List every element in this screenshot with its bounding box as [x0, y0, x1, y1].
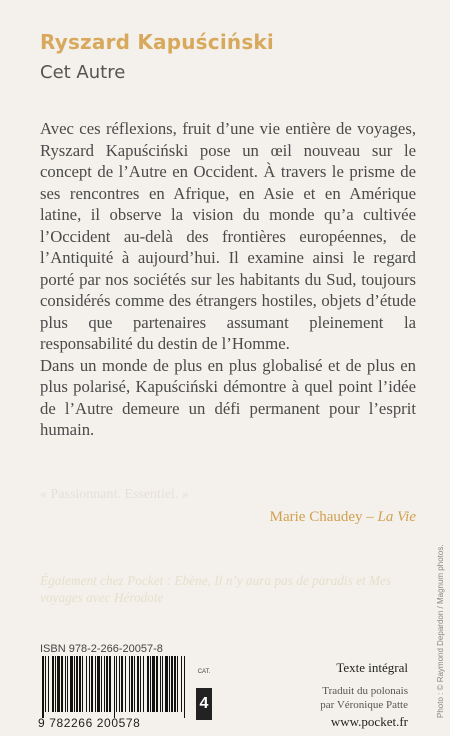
book-blurb [40, 118, 416, 441]
author-name: Ryszard Kapuściński [40, 30, 274, 54]
barcode-bar [160, 656, 161, 712]
barcode-bar [116, 656, 117, 712]
barcode-bar [91, 656, 93, 712]
barcode-bar [79, 656, 81, 712]
barcode-bar [67, 656, 68, 712]
barcode-bar [131, 656, 133, 712]
barcode-bar [74, 656, 75, 712]
price-code: 4 [196, 688, 212, 720]
barcode-bar [174, 656, 176, 712]
barcode-bar [95, 656, 96, 712]
barcode-bar [104, 656, 105, 712]
barcode-bar [61, 656, 63, 712]
barcode-bar [52, 656, 54, 712]
book-title: Cet Autre [40, 62, 126, 83]
publisher-website: www.pocket.fr [330, 714, 408, 729]
barcode-bar [42, 656, 44, 718]
barcode-bar [70, 656, 73, 712]
barcode-bar [184, 656, 185, 718]
blurb-paragraph-1: Avec ces réflexions, fruit d’une vie entière de voyages, Ryszard Kapuściński pose un œil nouveau sur le concept de l’Autre en Occident. À travers le prisme de ses rencontres en Afrique, en Asie et en Amérique latine, il observe la vision du monde qu’a cultivée l’Occident au-delà des frontières européennes, de l’Antiquité à aujourd’hui. Il examine ainsi le regard porté par nos sociétés sur les habitants du Sud, toujours considérés comme des étrangers hostiles, objets d’étude plus que partenaires assumant pleinement la responsabilité du destin de l’Homme. [40, 119, 416, 353]
barcode-bar [152, 656, 155, 712]
barcode-bar [55, 656, 56, 712]
barcode-bar [147, 656, 149, 712]
barcode-bar [48, 656, 49, 712]
barcode-bar [57, 656, 60, 712]
barcode-bar [82, 656, 83, 712]
translation-line-1: Traduit du polonais [322, 685, 408, 697]
isbn-number: ISBN 978-2-266-20057-8 [40, 643, 163, 655]
review-credit [270, 509, 416, 526]
barcode-bar [171, 656, 173, 712]
barcode-bar [137, 656, 139, 712]
barcode-bar [106, 656, 108, 712]
review-quote: « Passionnant. Essentiel. » [40, 487, 189, 502]
barcode [40, 656, 188, 718]
barcode-bar [177, 656, 178, 712]
barcode-bar [143, 656, 144, 712]
barcode-bar [181, 656, 182, 712]
barcode-bar [140, 656, 141, 712]
barcode-bar [162, 656, 163, 712]
barcode-bar [125, 656, 126, 712]
translation-line-2: par Véronique Patte [320, 699, 408, 711]
barcode-bar [89, 656, 90, 712]
barcode-bar [86, 656, 87, 712]
barcode-bar [45, 656, 46, 712]
barcode-bar [65, 656, 66, 712]
barcode-bar [109, 656, 111, 712]
barcode-bar [150, 656, 151, 712]
reviewer-name: Marie Chaudey – [269, 509, 378, 525]
barcode-digits: 9 782266 200578 [38, 716, 141, 730]
barcode-bar [169, 656, 170, 712]
barcode-bar [156, 656, 158, 712]
barcode-bar [121, 656, 123, 712]
translation-credit [268, 684, 408, 712]
also-by-author: Également chez Pocket : Ebène, Il n’y aura pas de paradis et Mes voyages avec Hérodote [40, 573, 392, 605]
texte-integral-label: Texte intégral [336, 660, 408, 675]
barcode-bar [119, 656, 120, 712]
barcode-bar [101, 656, 102, 712]
barcode-bar [114, 656, 115, 718]
barcode-bar [97, 656, 100, 712]
blurb-paragraph-2: Dans un monde de plus en plus globalisé et de plus en plus polarisé, Kapuściński démontre à quel point l’idée de l’Autre demeure un défi permanent pour l’esprit humain. [40, 355, 416, 439]
review-publication: La Vie [377, 509, 416, 525]
barcode-bar [76, 656, 78, 712]
barcode-bar [165, 656, 168, 712]
photo-credit: Photo : © Raymond Depardon / Magnum photos. [436, 544, 445, 718]
price-category: CAT. [197, 669, 211, 675]
barcode-bar [134, 656, 135, 712]
barcode-bar [129, 656, 130, 712]
